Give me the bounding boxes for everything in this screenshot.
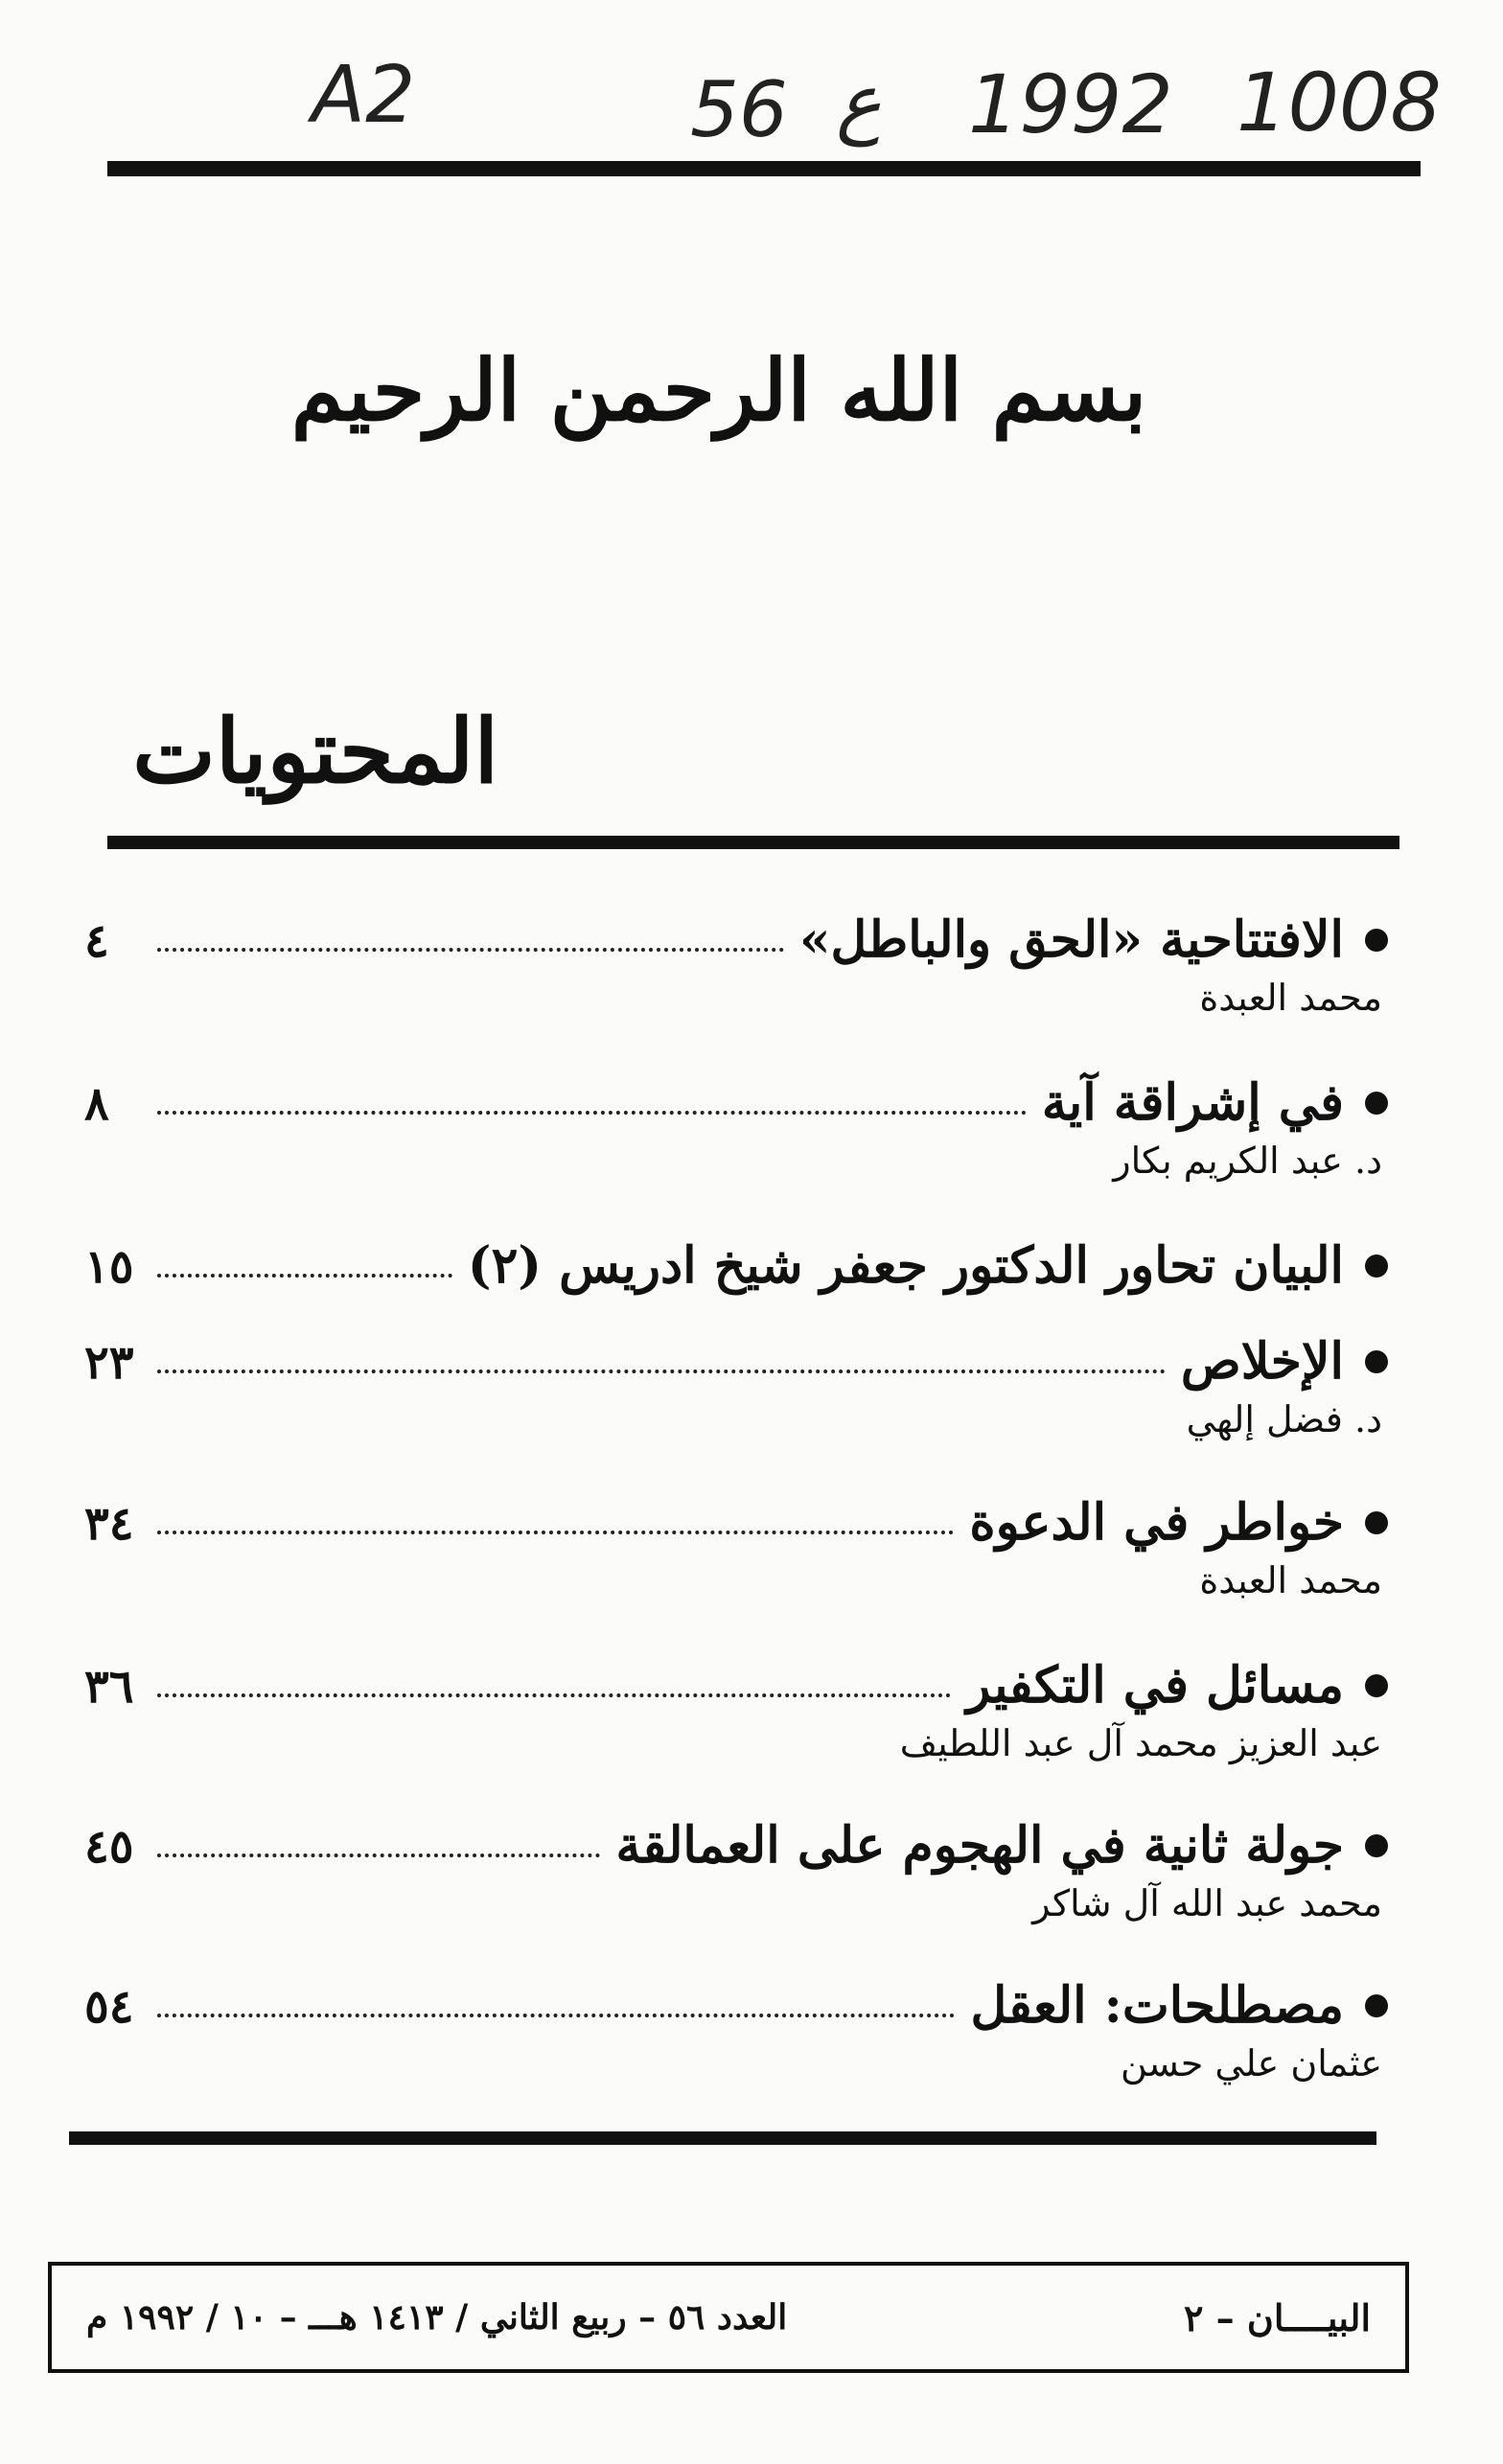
toc-entry [84,1332,1388,1440]
bullet-icon [1365,1255,1388,1278]
entry-title: في إشراقة آية [1041,1073,1344,1132]
entry-author: د. فضل إلهي [1186,1398,1382,1440]
toc-entry-line [84,1816,1388,1875]
entry-page-number: ٤٥ [84,1820,134,1874]
entry-author: محمد العبدة [1199,1559,1382,1601]
toc-entry [84,1816,1388,1924]
dot-leader [157,1854,600,1857]
entry-author: د. عبد الكريم بكار [1113,1140,1382,1182]
archive-issue-number: 56 [690,65,788,154]
entry-page-number: ١٥ [84,1240,134,1294]
bullet-icon [1365,1092,1388,1115]
bullet-icon [1365,1834,1388,1857]
archive-year: 1992 [968,58,1173,151]
dot-leader [157,1111,1027,1115]
bullet-icon [1365,1511,1388,1534]
contents-heading: المحتويات [132,700,498,803]
dot-leader [157,1370,1166,1373]
dot-leader [157,1531,954,1534]
entry-page-number: ٥٤ [84,1980,134,2034]
dot-leader [157,2014,955,2017]
toc-entry-line [84,1236,1388,1295]
footer-magazine-page: البيــــان – ٢ [1184,2295,1371,2339]
dot-leader [157,1274,452,1278]
entry-page-number: ٣٦ [84,1660,134,1714]
bottom-rule [69,2131,1376,2145]
entry-title: مسائل في التكفير [966,1656,1344,1715]
toc-entry [84,910,1388,1019]
top-rule [107,161,1421,176]
footer-box [48,2262,1409,2373]
bullet-icon [1365,1994,1388,2017]
bullet-icon [1365,1350,1388,1373]
basmala: بسم الله الرحمن الرحيم [290,340,1147,440]
toc-entry [84,1976,1388,2084]
archive-ref: 1008 [1237,56,1442,150]
bullet-icon [1365,929,1388,952]
entry-title: مصطلحات: العقل [970,1976,1344,2035]
toc-entry-line [84,1493,1388,1552]
entry-page-number: ٢٣ [84,1336,134,1390]
entry-title: الإخلاص [1180,1332,1344,1391]
toc-entry [84,1236,1388,1295]
archive-code: A2 [312,50,416,141]
contents-heading-rule [107,836,1399,849]
footer-issue-info: العدد ٥٦ – ربيع الثاني / ١٤١٣ هـــ – ١٠ / ١٩٩٢ م [86,2297,788,2337]
entry-author: عبد العزيز محمد آل عبد اللطيف [899,1722,1382,1764]
entry-page-number: ٣٤ [84,1497,134,1551]
toc-entry-line [84,1976,1388,2035]
entry-title: الافتتاحية «الحق والباطل» [798,910,1344,969]
entry-author: محمد العبدة [1199,977,1382,1019]
entry-author: محمد عبد الله آل شاكر [1032,1882,1382,1924]
toc-entry-line [84,910,1388,969]
entry-page-number: ٨ [84,1077,109,1131]
entry-page-number: ٤ [84,914,109,968]
toc-entry-line [84,1073,1388,1132]
bullet-icon [1365,1674,1388,1697]
entry-title: خواطر في الدعوة [969,1493,1344,1552]
entry-title: جولة ثانية في الهجوم على العمالقة [615,1816,1344,1875]
dot-leader [157,948,784,952]
entry-title: البيان تحاور الدكتور جعفر شيخ ادريس (٢) [467,1236,1344,1295]
toc-entry [84,1656,1388,1764]
toc-entry [84,1073,1388,1182]
toc-entry-line [84,1332,1388,1391]
dot-leader [157,1693,951,1697]
archive-letter: ع [836,58,882,147]
toc-entry [84,1493,1388,1601]
entry-author: عثمان علي حسن [1121,2042,1382,2084]
toc-entry-line [84,1656,1388,1715]
